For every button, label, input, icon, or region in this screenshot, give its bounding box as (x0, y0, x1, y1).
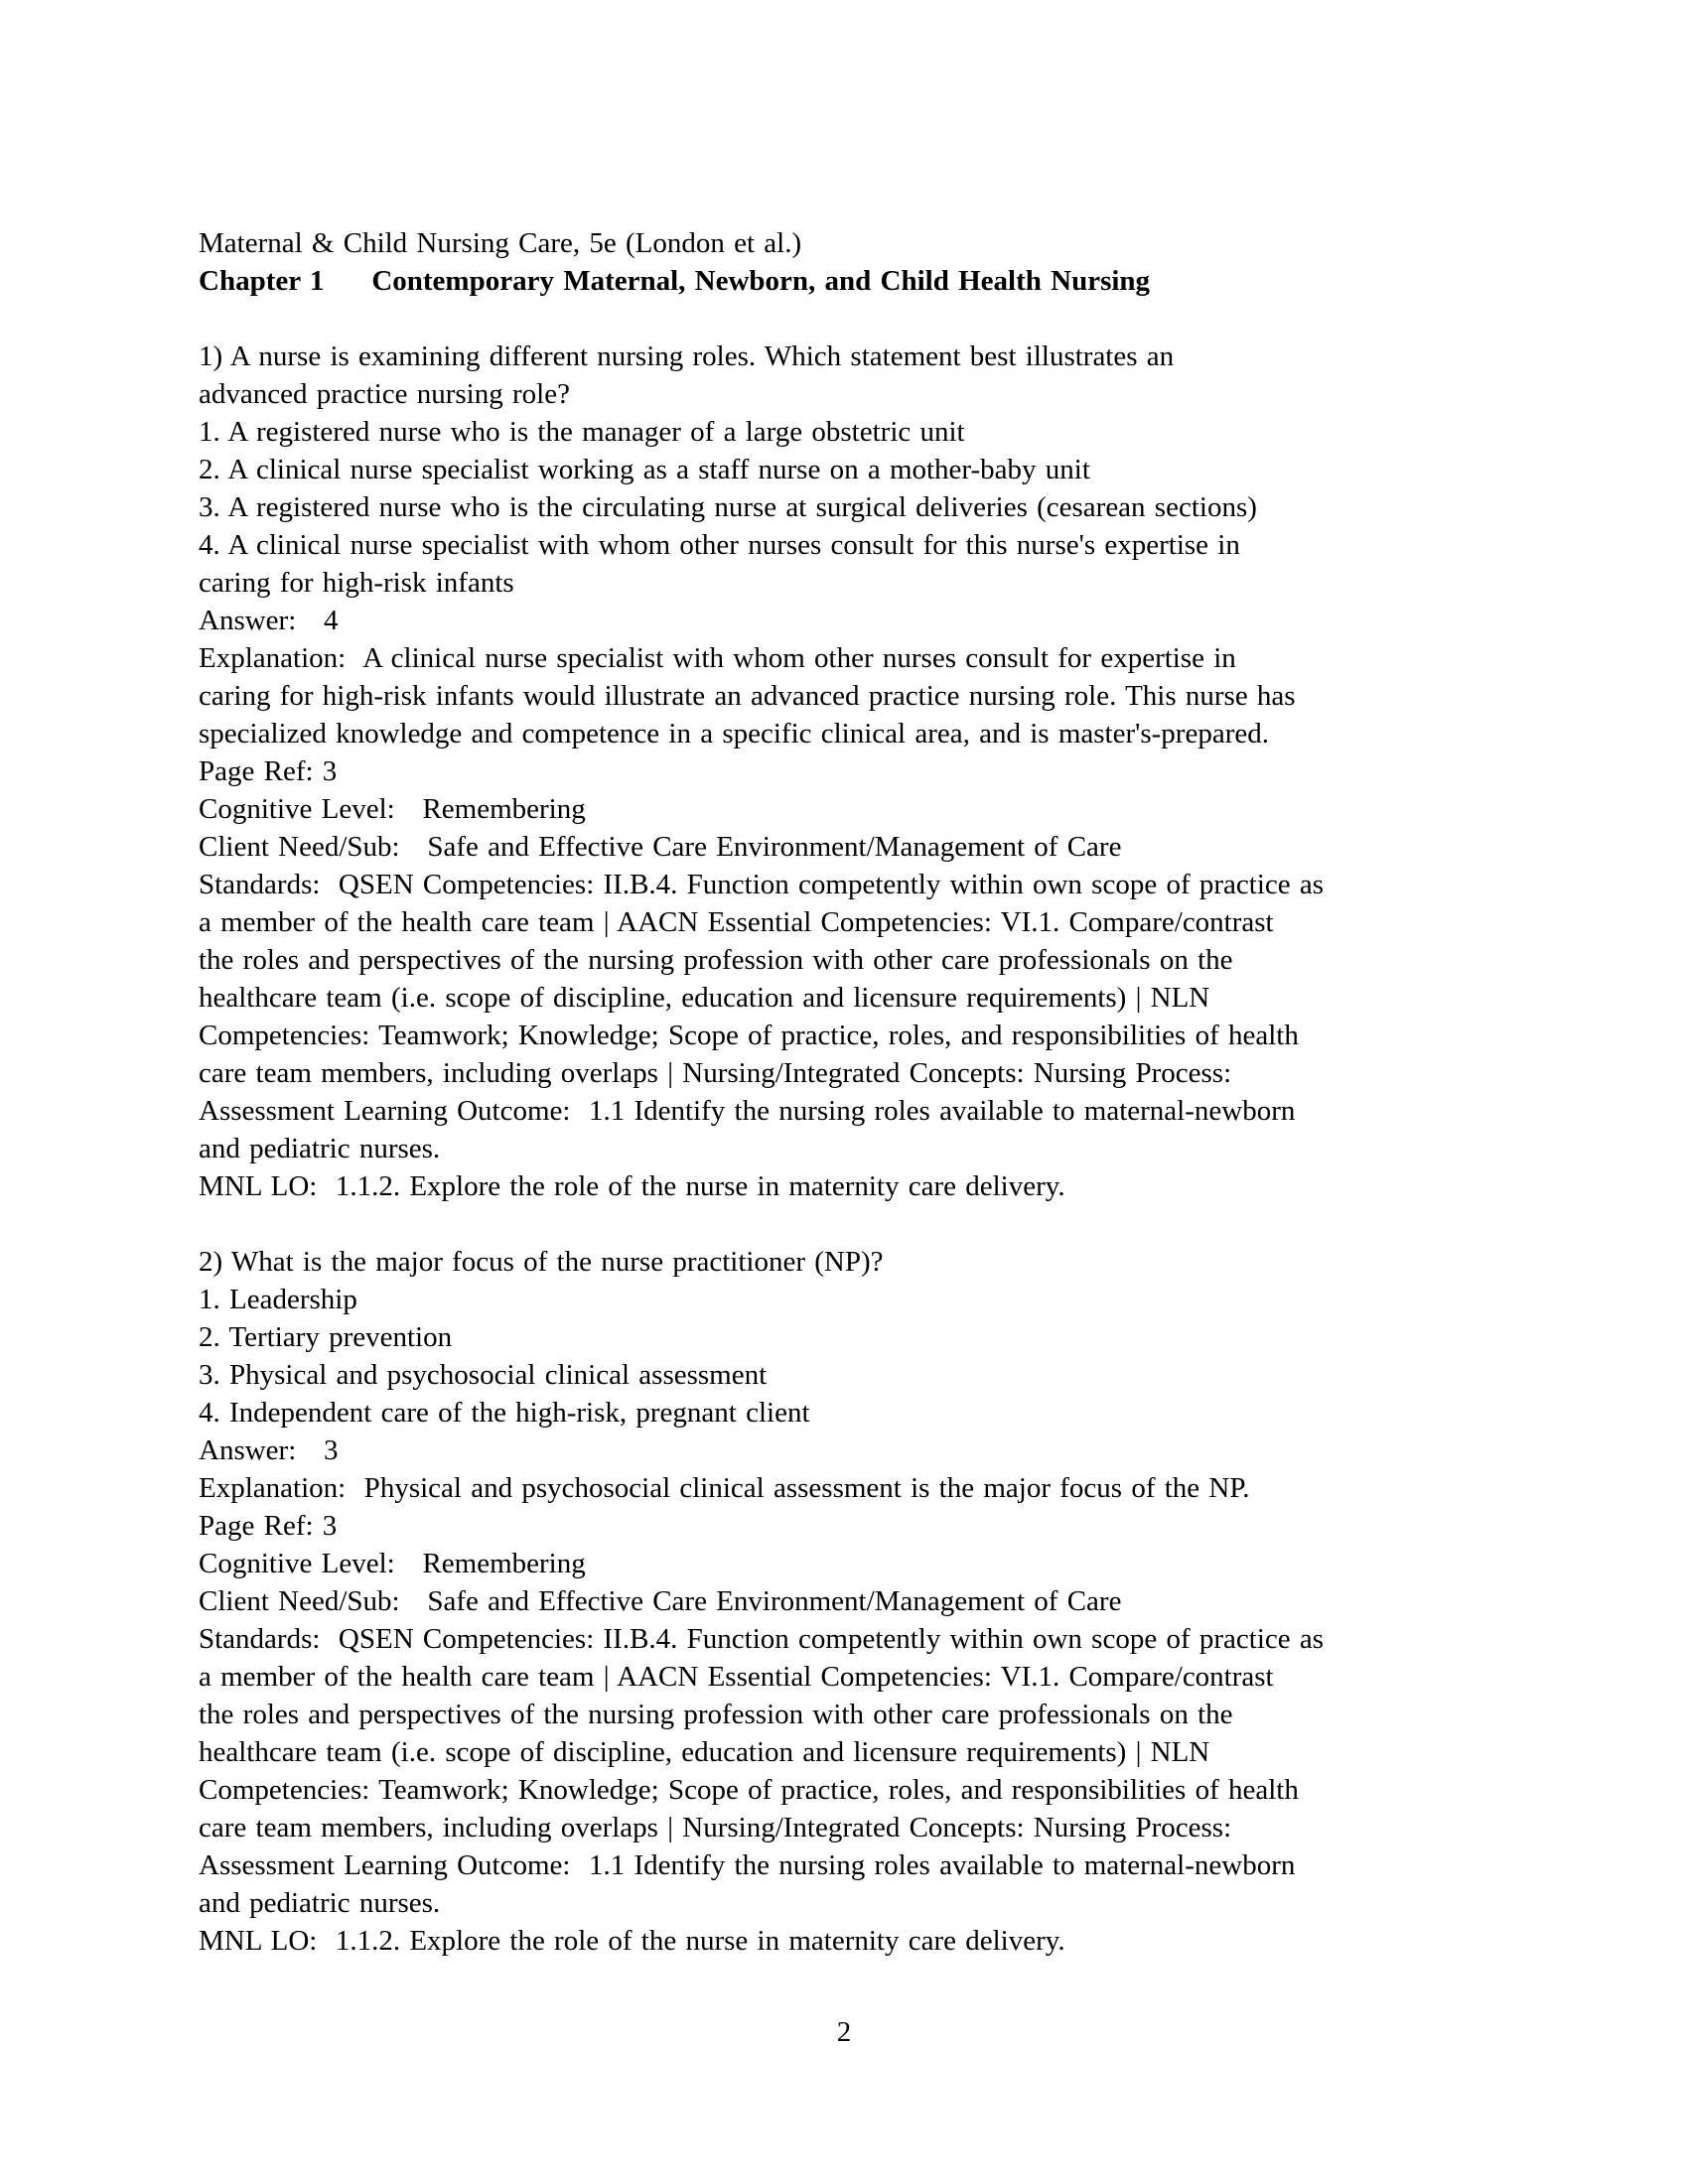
text-line: Competencies: Teamwork; Knowledge; Scope of practice, roles, and responsibilities of health (199, 1774, 1299, 1806)
book-title: Maternal & Child Nursing Care, 5e (London et al.) (199, 227, 802, 259)
chapter-label: Chapter 1 (199, 265, 325, 297)
text-line: Explanation: A clinical nurse specialist with whom other nurses consult for expertise in (199, 642, 1236, 674)
question-block (199, 1243, 1648, 1960)
text-line: caring for high-risk infants would illustrate an advanced practice nursing role. This nurse has (199, 680, 1296, 712)
text-line: Page Ref: 3 (199, 1510, 338, 1542)
page-content (199, 224, 1648, 1960)
text-line: MNL LO: 1.1.2. Explore the role of the nurse in maternity care delivery. (199, 1925, 1065, 1957)
text-line: Page Ref: 3 (199, 755, 338, 787)
text-line: 1) A nurse is examining different nursing roles. Which statement best illustrates an (199, 341, 1175, 372)
text-line: specialized knowledge and competence in a specific clinical area, and is master's-prepared. (199, 718, 1269, 750)
text-line: 2. Tertiary prevention (199, 1321, 453, 1353)
text-line: Cognitive Level: Remembering (199, 1548, 586, 1579)
text-line: Answer: 4 (199, 605, 339, 636)
text-line: healthcare team (i.e. scope of discipline, education and licensure requirements) | NLN (199, 1736, 1210, 1768)
text-line: Standards: QSEN Competencies: II.B.4. Function competently within own scope of practice as (199, 869, 1325, 900)
text-line: Standards: QSEN Competencies: II.B.4. Function competently within own scope of practice as (199, 1623, 1325, 1655)
text-line: advanced practice nursing role? (199, 378, 570, 410)
text-line: Answer: 3 (199, 1434, 339, 1466)
text-line: and pediatric nurses. (199, 1133, 441, 1164)
text-line: 2. A clinical nurse specialist working as a staff nurse on a mother-baby unit (199, 454, 1090, 485)
text-line: a member of the health care team | AACN Essential Competencies: VI.1. Compare/contrast (199, 906, 1274, 938)
text-line: healthcare team (i.e. scope of discipline, education and licensure requirements) | NLN (199, 982, 1210, 1014)
text-line: 1. A registered nurse who is the manager of a large obstetric unit (199, 416, 965, 448)
text-line: caring for high-risk infants (199, 567, 514, 599)
page-number: 2 (836, 2016, 852, 2048)
text-line: a member of the health care team | AACN Essential Competencies: VI.1. Compare/contrast (199, 1661, 1274, 1693)
text-line: Cognitive Level: Remembering (199, 793, 586, 825)
text-line: the roles and perspectives of the nursing profession with other care professionals on the (199, 1699, 1233, 1730)
text-line: Explanation: Physical and psychosocial clinical assessment is the major focus of the NP. (199, 1472, 1250, 1504)
text-line: Assessment Learning Outcome: 1.1 Identify the nursing roles available to maternal-newborn (199, 1095, 1296, 1127)
question-block (199, 338, 1648, 1205)
text-line: Client Need/Sub: Safe and Effective Care Environment/Management of Care (199, 1585, 1122, 1617)
text-line: 3. A registered nurse who is the circulating nurse at surgical deliveries (cesarean sections) (199, 491, 1257, 523)
text-line: the roles and perspectives of the nursing profession with other care professionals on the (199, 944, 1233, 976)
text-line: Assessment Learning Outcome: 1.1 Identify the nursing roles available to maternal-newborn (199, 1849, 1296, 1881)
text-line: 1. Leadership (199, 1284, 357, 1315)
questions-container (199, 338, 1648, 1960)
text-line: and pediatric nurses. (199, 1887, 441, 1919)
chapter-title: Contemporary Maternal, Newborn, and Child Health Nursing (371, 265, 1151, 297)
text-line: care team members, including overlaps | Nursing/Integrated Concepts: Nursing Process: (199, 1057, 1232, 1089)
text-line: 4. A clinical nurse specialist with whom other nurses consult for this nurse's expertise in (199, 529, 1240, 561)
text-line: 4. Independent care of the high-risk, pregnant client (199, 1397, 810, 1429)
text-line: 3. Physical and psychosocial clinical assessment (199, 1359, 768, 1391)
text-line: care team members, including overlaps | Nursing/Integrated Concepts: Nursing Process: (199, 1812, 1232, 1843)
chapter-heading (199, 262, 1648, 300)
text-line: MNL LO: 1.1.2. Explore the role of the nurse in maternity care delivery. (199, 1170, 1065, 1202)
text-line: Client Need/Sub: Safe and Effective Care Environment/Management of Care (199, 831, 1122, 863)
text-line: 2) What is the major focus of the nurse practitioner (NP)? (199, 1246, 884, 1278)
text-line: Competencies: Teamwork; Knowledge; Scope of practice, roles, and responsibilities of health (199, 1020, 1299, 1051)
